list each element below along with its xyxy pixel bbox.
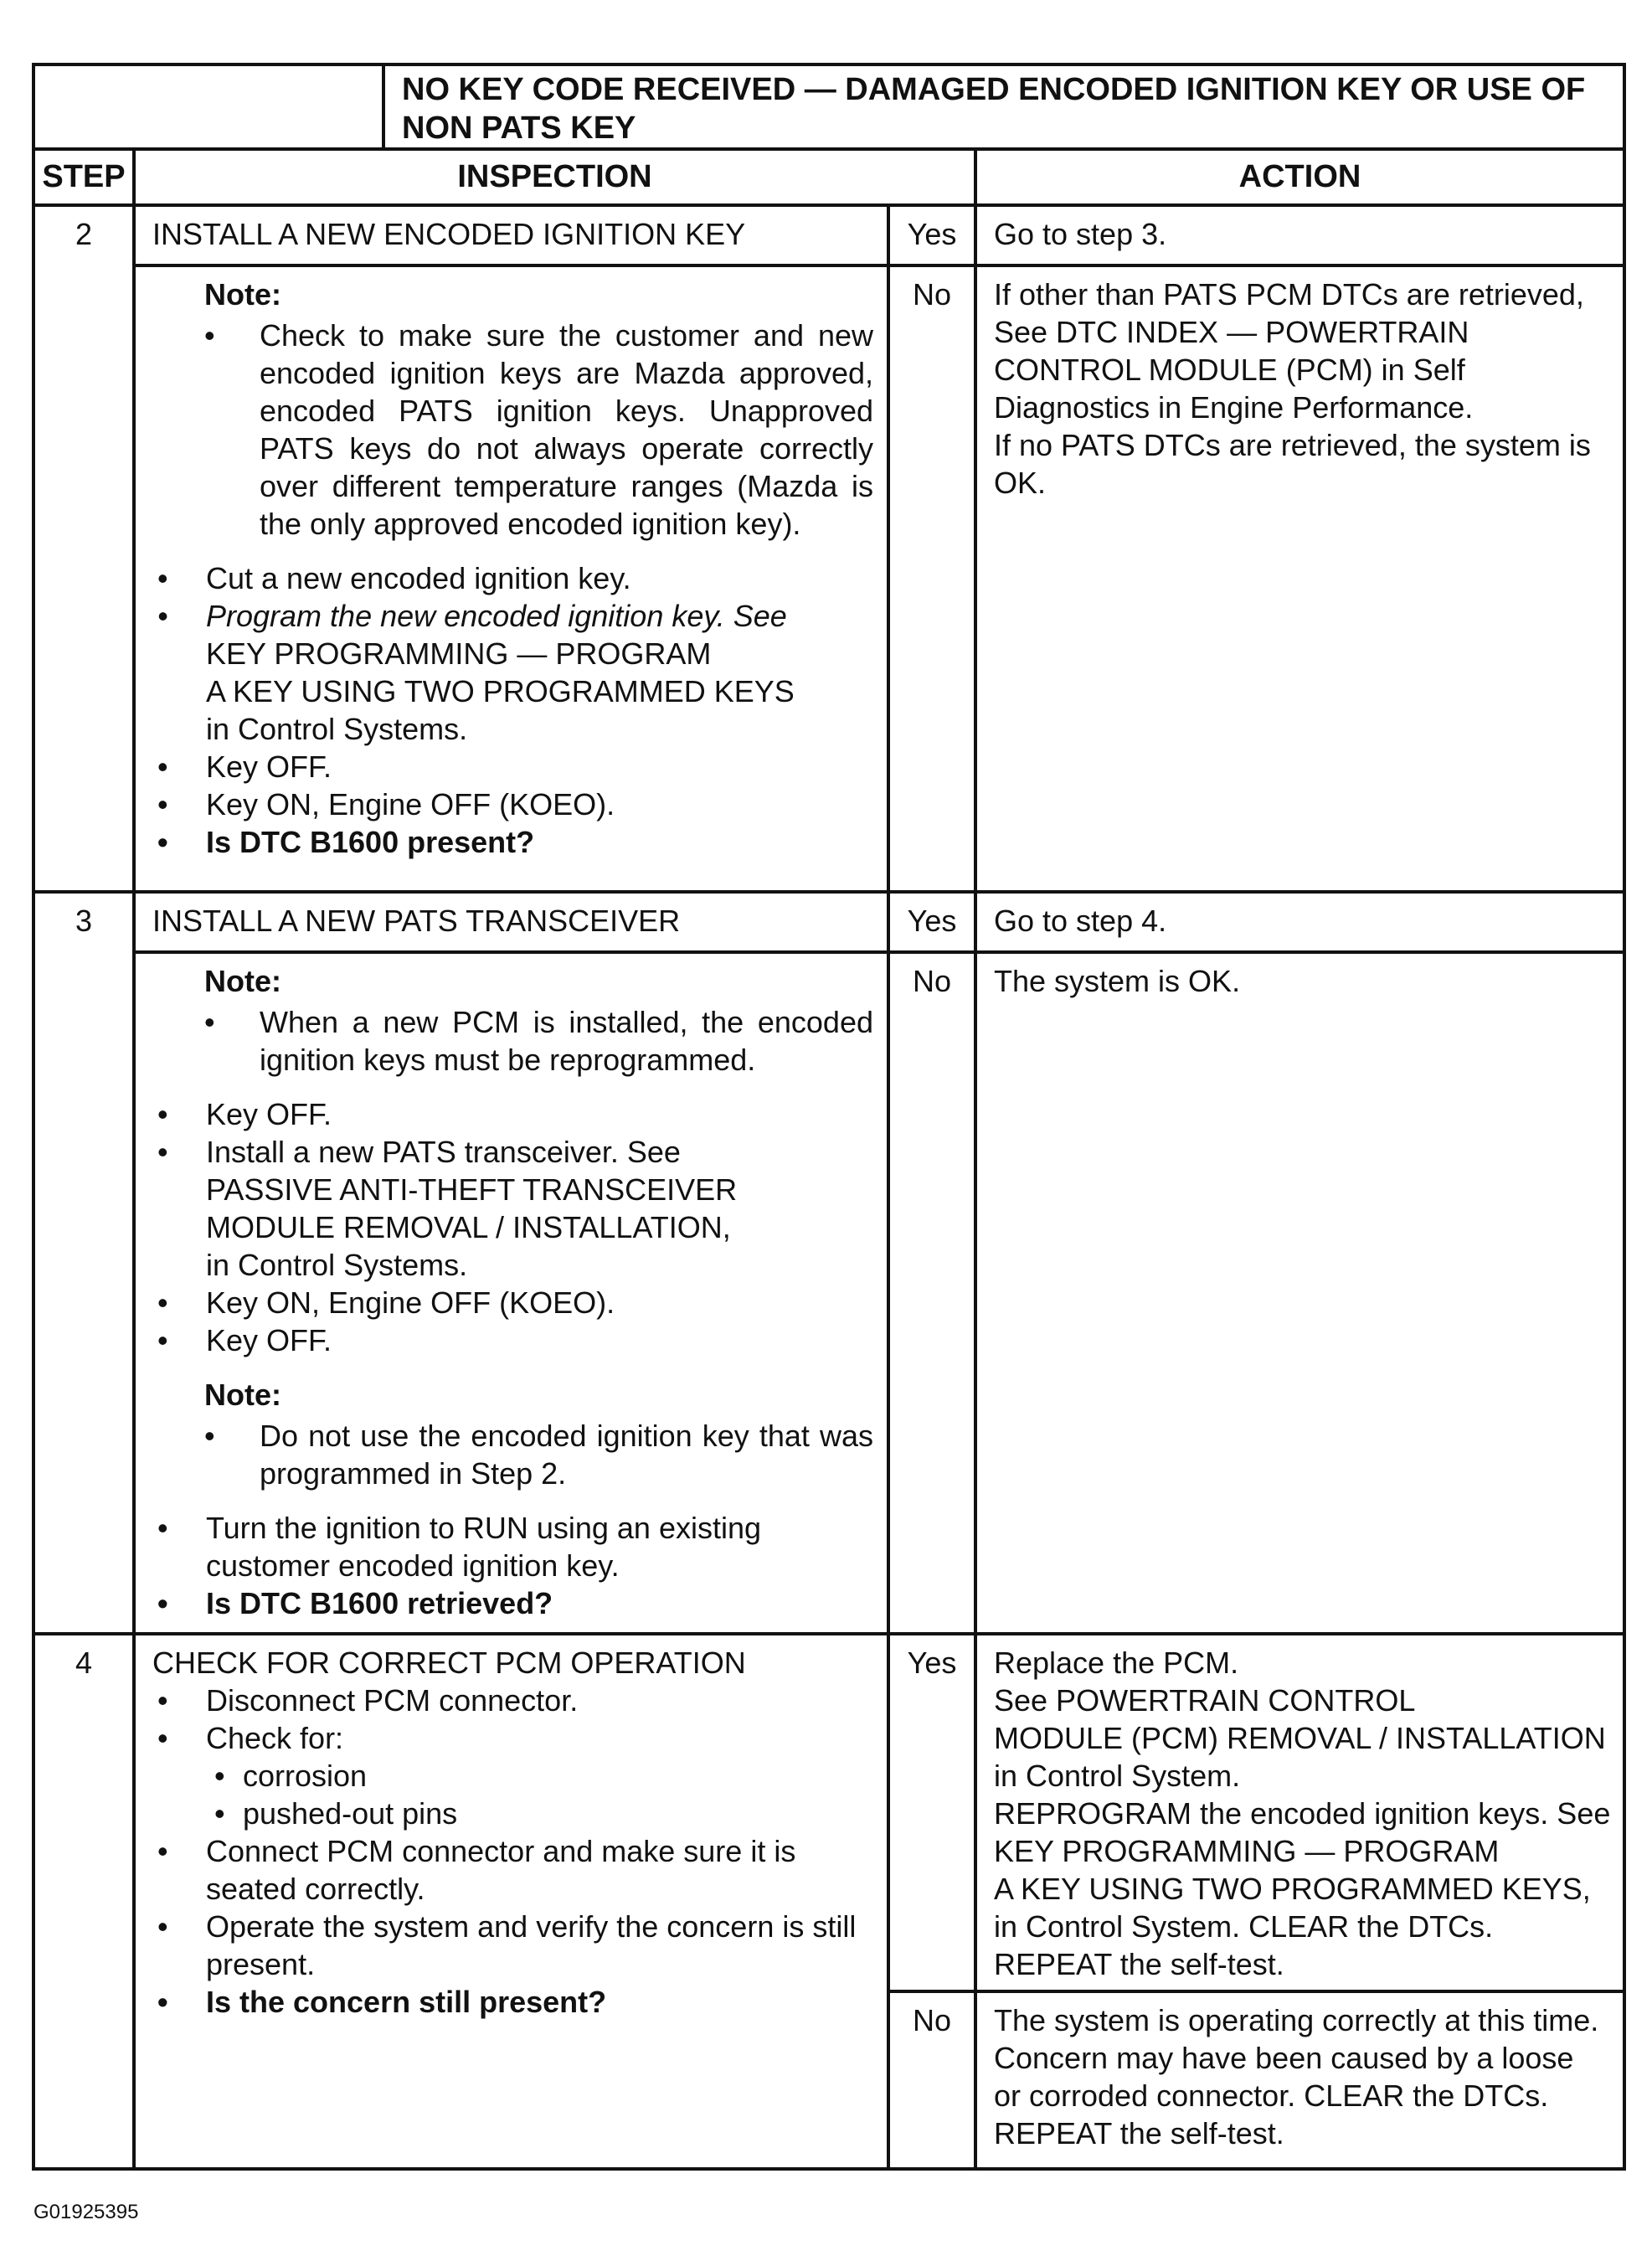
figure-id: G01925395 [33,2201,139,2223]
list-item: • Check for: • corrosion • pushed-out pins [152,1719,873,1832]
list-item: • pushed-out pins [206,1795,873,1832]
step3-no-label: No [888,952,975,1634]
list-item: • Operate the system and verify the concern is still present. [152,1908,873,1983]
list-item: • corrosion [206,1757,873,1795]
step3-row-no [33,952,1624,1634]
step4-number: 4 [33,1634,134,2169]
step2-no-label: No [888,265,975,892]
step2-row-yes [33,205,1624,265]
list-item: • Key OFF. [152,1321,873,1359]
list-item: • Install a new PATS transceiver. See PASSIVE ANTI-THEFT TRANSCEIVER MODULE REMOVAL / INSTALLATION, in Control Systems. [152,1133,873,1284]
inspection-header: INSPECTION [134,149,975,205]
list-item: • Turn the ignition to RUN using an existing customer encoded ignition key. [152,1509,873,1584]
action-header: ACTION [975,149,1624,205]
step2-row-no [33,265,1624,892]
step4-no-action: The system is operating correctly at this time. Concern may have been caused by a loose or corroded connector. CLEAR the DTCs. REPEAT the self-test. [975,1991,1624,2169]
step4-yes-label: Yes [888,1634,975,1991]
step3-bullet-list-2 [152,1509,873,1622]
step3-yes-label: Yes [888,892,975,952]
list-item: • Is DTC B1600 retrieved? [152,1584,873,1622]
step3-row-yes [33,892,1624,952]
step4-bullet-list [152,1682,873,2021]
step4-no-label: No [888,1991,975,2169]
step4-inspection-body [134,1634,888,2169]
table-title: NO KEY CODE RECEIVED — DAMAGED ENCODED IGNITION KEY OR USE OF NON PATS KEY [402,72,1586,146]
step3-yes-action: Go to step 4. [975,892,1624,952]
step3-note-2: Note: • Do not use the encoded ignition key that was programmed in Step 2. [204,1376,873,1492]
step4-yes-action: Replace the PCM. See POWERTRAIN CONTROL MODULE (PCM) REMOVAL / INSTALLATION in Control System. REPROGRAM the encoded ignition keys. See KEY PROGRAMMING — PROGRAM A KEY USING TWO PROGRAMMED KEYS, in Control System. CLEAR the DTCs. REPEAT the self-test. [975,1634,1624,1991]
step4-heading: CHECK FOR CORRECT PCM OPERATION [152,1646,746,1681]
list-item: • Key ON, Engine OFF (KOEO). [152,1284,873,1321]
step3-bullet-list-1 [152,1095,873,1359]
header-row [33,149,1624,205]
diagnostic-table [32,63,1626,2171]
list-item: • Is DTC B1600 present? [152,823,873,861]
title-cell [383,64,1624,149]
step3-heading: INSTALL A NEW PATS TRANSCEIVER [134,892,888,952]
title-blank-cell [33,64,383,149]
step2-yes-label: Yes [888,205,975,265]
list-item: • Connect PCM connector and make sure it is seated correctly. [152,1832,873,1908]
step2-note-title: Note: [204,277,281,312]
step3-no-action: The system is OK. [975,952,1624,1634]
title-row [33,64,1624,149]
list-item: • Key ON, Engine OFF (KOEO). [152,785,873,823]
list-item: • Is the concern still present? [152,1983,873,2021]
step4-row-yes [33,1634,1624,1991]
step2-yes-action [975,205,1624,265]
list-item: • Disconnect PCM connector. [152,1682,873,1719]
step2-number: 2 [33,205,134,892]
list-item: • Key OFF. [152,1095,873,1133]
step2-inspection-body [134,265,888,892]
step2-note [204,276,873,543]
step2-note-text: • Check to make sure the customer and new encoded ignition keys are Mazda approved, encoded PATS ignition keys. Unapproved PATS keys do not always operate correctly over different temperature ranges (Mazda is the only approved encoded ignition key). [204,317,873,543]
step3-number: 3 [33,892,134,1634]
step2-bullet-list [152,559,873,861]
list-item: • Program the new encoded ignition key. See KEY PROGRAMMING — PROGRAM A KEY USING TWO PROGRAMMED KEYS in Control Systems. [152,597,873,748]
step2-yes-text: Go to step 3. [994,217,1167,252]
step3-inspection-body [134,952,888,1634]
list-item: • Key OFF. [152,748,873,785]
step3-note-1: Note: • When a new PCM is installed, the encoded ignition keys must be reprogrammed. [204,962,873,1079]
step2-heading: INSTALL A NEW ENCODED IGNITION KEY [134,205,888,265]
step2-no-action: If other than PATS PCM DTCs are retrieved, See DTC INDEX — POWERTRAIN CONTROL MODULE (PCM) in Self Diagnostics in Engine Performance. If no PATS DTCs are retrieved, the system is OK. [975,265,1624,892]
step-header: STEP [33,149,134,205]
list-item: • Cut a new encoded ignition key. [152,559,873,597]
step4-sub-list [206,1757,873,1832]
